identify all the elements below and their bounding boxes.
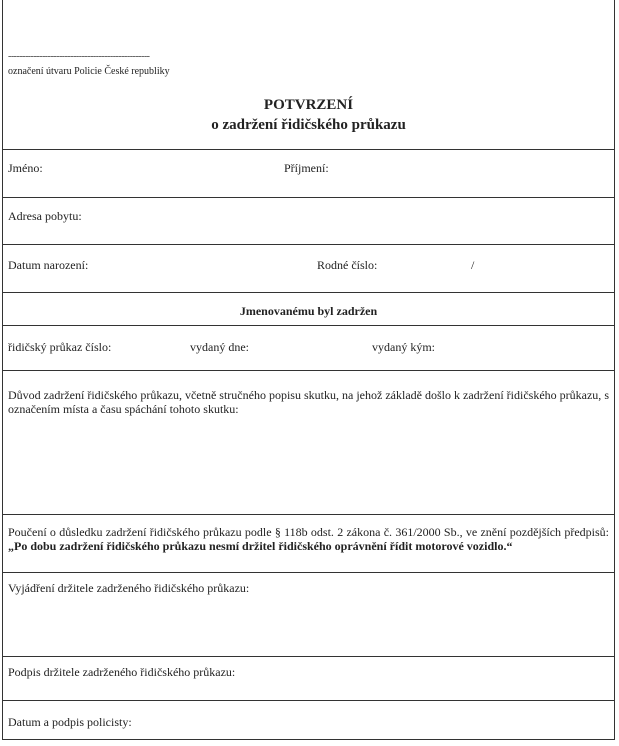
holder-signature-label: Podpis držitele zadrženého řidičského průkazu: <box>8 665 236 679</box>
birth-row <box>3 245 614 293</box>
issued-by-label: vydaný kým: <box>372 340 435 354</box>
header-block <box>3 0 614 150</box>
section-heading: Jmenovanému byl zadržen <box>239 304 378 318</box>
police-unit-label: označení útvaru Policie České republiky <box>8 66 170 77</box>
last-name-label: Příjmení: <box>284 161 329 175</box>
issued-date-label: vydaný dne: <box>190 340 249 354</box>
first-name-label: Jméno: <box>8 161 43 175</box>
section-heading-row <box>3 293 614 326</box>
birth-number-separator: / <box>471 258 475 272</box>
signature-dashes: -------------------------------------------------- <box>8 51 150 62</box>
birth-date-label: Datum narození: <box>8 258 89 272</box>
instruction-text <box>8 525 609 553</box>
holder-signature-row <box>3 657 614 701</box>
license-row <box>3 326 614 371</box>
document-subtitle: o zadržení řidičského průkazu <box>211 117 406 133</box>
name-row <box>3 150 614 198</box>
instruction-row <box>3 515 614 573</box>
instruction-normal: Poučení o důsledku zadržení řidičského průkazu podle § 118b odst. 2 zákona č. 361/2000 Sb., ve znění pozdějších předpisů: <box>8 525 609 539</box>
statement-row <box>3 573 614 657</box>
address-label: Adresa pobytu: <box>8 209 82 223</box>
document-title: POTVRZENÍ <box>263 97 354 113</box>
address-row <box>3 198 614 245</box>
confirmation-form <box>2 0 615 740</box>
officer-signature-row <box>3 701 614 740</box>
statement-label: Vyjádření držitele zadrženého řidičského průkazu: <box>8 581 250 595</box>
instruction-bold: „Po dobu zadržení řidičského průkazu nesmí držitel řidičského oprávnění řídit motorové vozidlo.“ <box>8 539 513 553</box>
reason-text: Důvod zadržení řidičského průkazu, včetně stručného popisu skutku, na jehož základě došlo k zadržení řidičského průkazu, s označením místa a času spáchání tohoto skutku: <box>8 388 609 416</box>
license-number-label: řidičský průkaz číslo: <box>8 340 112 354</box>
reason-row <box>3 371 614 515</box>
officer-signature-label: Datum a podpis policisty: <box>8 715 132 729</box>
birth-number-label: Rodné číslo: <box>317 258 378 272</box>
